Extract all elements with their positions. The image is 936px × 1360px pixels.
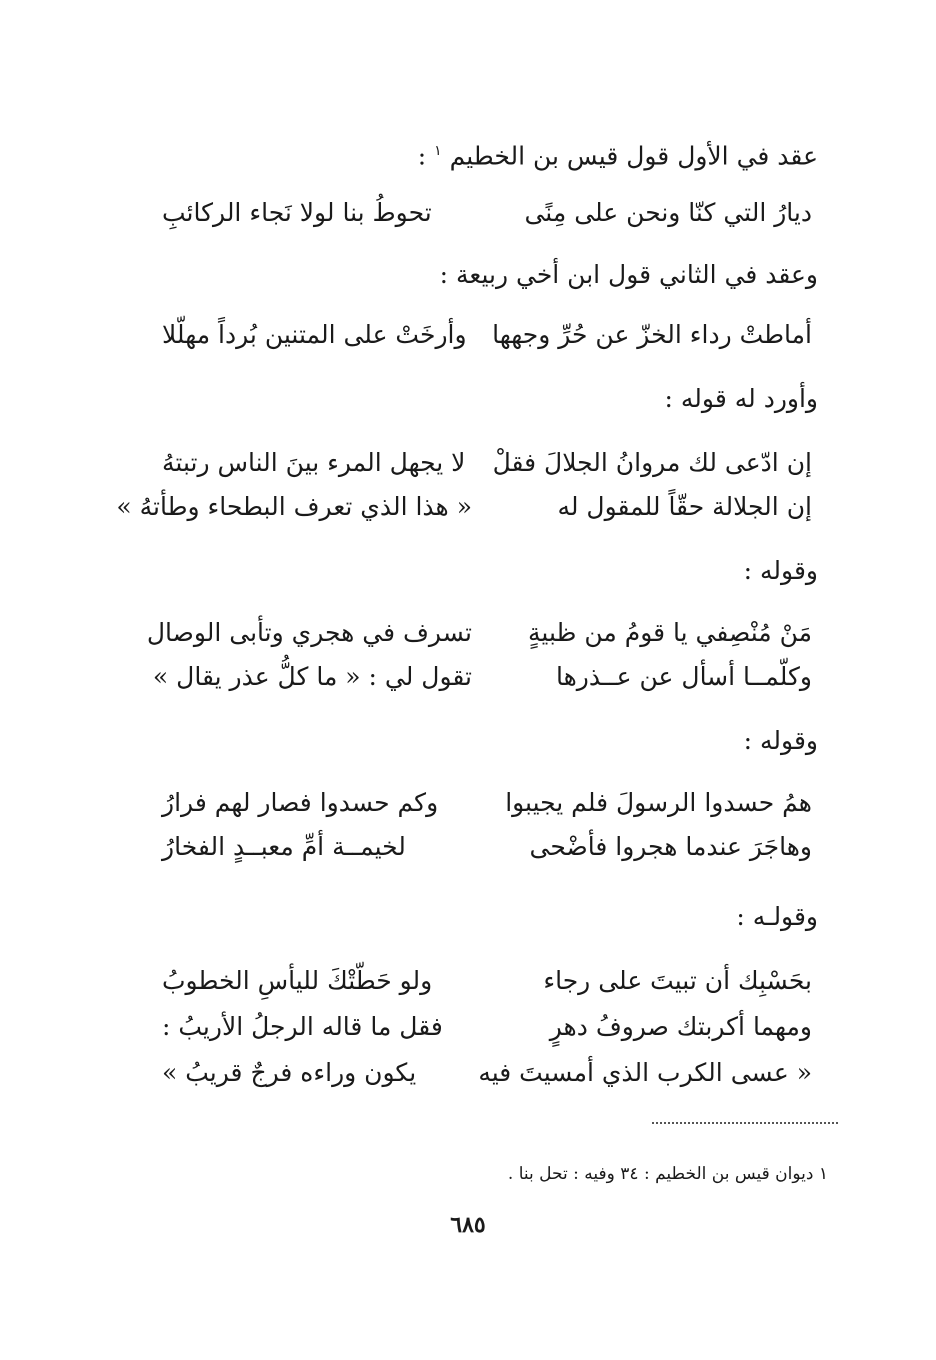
verse-11-first-hemistich: « عسى الكرب الذي أمسيتَ فيه	[478, 1058, 812, 1087]
verse-line-9	[162, 964, 812, 998]
verse-line-1	[162, 196, 812, 230]
verse-10-first-hemistich: ومهما أكربتك صروفُ دهرٍ	[549, 1012, 812, 1041]
verse-6-first-hemistich: وكلّمــا أسأل عن عــذرها	[556, 662, 812, 691]
intro-line-1	[418, 134, 818, 173]
verse-8-first-hemistich: وهاجَرَ عندما هجروا فأضْحى	[529, 832, 812, 861]
intro-line-5: وقوله :	[743, 726, 818, 755]
verse-line-2	[162, 318, 812, 352]
verse-1-second-hemistich: تحوطُ بنا لولا نَجاء الركائبِ	[162, 198, 432, 227]
intro-line-2: وعقد في الثاني قول ابن أخي ربيعة :	[439, 260, 818, 289]
verse-11-second-hemistich: يكون وراءه فرجٌ قريبُ »	[162, 1058, 417, 1087]
verse-line-8	[162, 830, 812, 864]
verse-line-7	[162, 786, 812, 820]
footnote-text: ١ ديوان قيس بن الخطيم : ٣٤ وفيه : تحل بنا .	[507, 1164, 828, 1184]
verse-line-3	[162, 446, 812, 480]
verse-2-second-hemistich: وأرخَتْ على المتنين بُرداً مهلّلا	[162, 320, 467, 349]
verse-4-second-hemistich: « هذا الذي تعرف البطحاء وطأتهُ »	[116, 492, 472, 521]
verse-7-second-hemistich: وكم حسدوا فصار لهم فرارُ	[162, 788, 439, 817]
intro-text-1: عقد في الأول قول قيس بن الخطيم	[449, 141, 818, 171]
verse-9-first-hemistich: بحَسْبِك أن تبيتَ على رجاء	[543, 966, 812, 995]
verse-2-first-hemistich: أماطتْ رداء الخزّ عن حُرِّ وجهها	[492, 320, 812, 349]
verse-10-second-hemistich: فقل ما قاله الرجلُ الأريبُ :	[162, 1012, 443, 1041]
verse-line-11	[162, 1056, 812, 1090]
verse-3-first-hemistich: إن ادّعى لك مروانُ الجلالَ فقلْ	[492, 448, 812, 477]
footnote-marker: ١	[434, 143, 442, 159]
verse-3-second-hemistich: لا يجهل المرء بينَ الناس رتبتهُ	[162, 448, 466, 477]
intro-line-6: وقولـه :	[736, 902, 818, 931]
intro-line-3: وأورد له قوله :	[664, 384, 818, 413]
verse-line-10	[162, 1010, 812, 1044]
verse-4-first-hemistich: إن الجلالة حقّاً للمقول له	[557, 492, 812, 521]
verse-9-second-hemistich: ولو حَطّتْكَ لليأسِ الخطوبُ	[162, 966, 433, 995]
verse-line-4	[116, 490, 812, 524]
verse-1-first-hemistich: ديارُ التي كنّا ونحن على مِنًى	[524, 198, 812, 227]
verse-line-5	[146, 616, 812, 650]
page-number: ٦٨٥	[450, 1212, 486, 1238]
verse-5-second-hemistich: تسرف في هجري وتأبى الوصال	[146, 618, 472, 647]
verse-5-first-hemistich: مَنْ مُنْصِفي يا قومُ من ظبيةٍ	[528, 618, 812, 647]
verse-7-first-hemistich: همُ حسدوا الرسولَ فلم يجيبوا	[505, 788, 812, 817]
intro-colon-1: :	[417, 141, 427, 171]
verse-line-6	[152, 660, 812, 694]
verse-6-second-hemistich: تقول لي : « ما كلُّ عذر يقال »	[152, 662, 472, 691]
intro-line-4: وقوله :	[743, 556, 818, 585]
verse-8-second-hemistich: لخيمــة أمِّ معبــدٍ الفخارُ	[162, 832, 406, 861]
footnote-divider	[652, 1122, 838, 1124]
